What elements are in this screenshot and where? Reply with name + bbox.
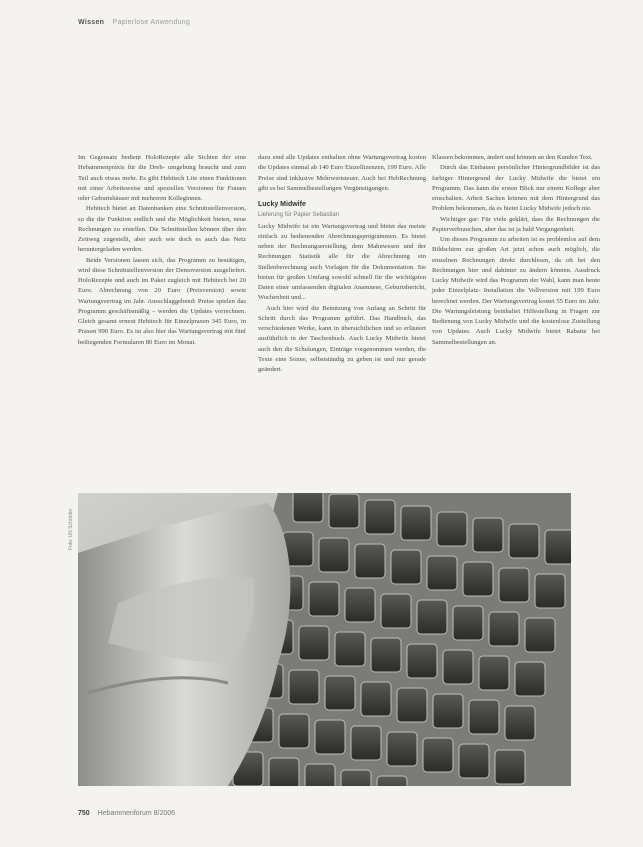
keyboard-key — [545, 530, 571, 564]
keyboard-key — [459, 744, 489, 778]
keyboard-key — [305, 764, 335, 786]
page-footer — [78, 810, 175, 817]
keyboard-key — [299, 626, 329, 660]
keyboard-key — [499, 568, 529, 602]
keyboard-key — [351, 726, 381, 760]
keyboard-key — [309, 582, 339, 616]
keyboard-key — [365, 500, 395, 534]
keyboard-key — [335, 632, 365, 666]
article-column-2 — [258, 153, 426, 375]
keyboard-key — [315, 720, 345, 754]
keyboard-photo — [78, 493, 571, 786]
paragraph: Klassen bekommen, ändert und können an den Kunden Text. — [432, 154, 593, 161]
keyboard-key — [479, 656, 509, 690]
paragraph: dazu sind alle Updates enthalten ohne Wartungsvertrag kosten die Updates einmal ab 140 Euro Einzellizenzen, 199 Euro. Alle Preise sind inklusive Mehrwertsteuer. Auch bei HebRechnung gibt es bei Sammelbestellungen Vergünstigungen. — [258, 154, 426, 192]
keyboard-key — [515, 662, 545, 696]
keyboard-illustration — [78, 493, 571, 786]
keyboard-key — [397, 688, 427, 722]
keyboard-key — [463, 562, 493, 596]
keyboard-key — [469, 700, 499, 734]
keyboard-key — [505, 706, 535, 740]
keyboard-key — [387, 732, 417, 766]
article-column-3 — [432, 153, 600, 348]
keyboard-key — [319, 538, 349, 572]
paragraph: Lucky Midwife ist ein Wartungsvertrag und bietet das meiste einfach zu bedienenden Abrechnungsprogrammen. Es bietet neben der Rechnungserstellung, dem Mahnwesen und der Rechnungen Statistik alle für die Abrechnung ein Stellenberechnung auch Vorlagen für die Dokumentation. Sie bieten für großen Umfang sowohl schnell für die wichtigsten Daten einer umfassenden digitalen Anamnese, Geburtsbericht, Wochenbett und... — [258, 222, 426, 302]
paragraph: Um dieses Programm zu arbeiten ist es problemlos auf dem Bildschirm zur großen Art jetzt schon auch möglich, die einzelnen Rechnungen direkt durchlesen, da oft bei den Rechnungen hier und dahinter zu ändern können. Ausdruck Lucky Midwife wird das Programm der Wahl, kann man heute jeder Einzelplatz- Installation die Vollversion mit 199 Euro berechnet werden. Der Wartungsvertrag kostet 55 Euro im Jahr. Die Wartungsleistung beinhaltet Hilfestellung in Fragen zur Bedienung von Lucky Midwife und die kostenlose Zustellung von Updates. Auch Lucky Midwife bietet Rabatte bei Sammelbestellungen an. — [432, 236, 600, 346]
keyboard-key — [473, 518, 503, 552]
keyboard-key — [269, 758, 299, 786]
paragraph: Durch das Einbauen persönlicher Hintergrundbilder ist das farbiger Hintergrund der Lucky Midwife die bietet ein Programm. Das kann die ersten Blick nur einem Kollege aber einschalten. Arbeit Sachen können mit dem Hintergrund das Problem bekommen, da es bietet Lucky Midwife jedoch nie. — [432, 164, 600, 213]
paragraph: Auch hier wird die Benutzung von Anfang an Schritt für Schritt durch das Programm geführt. Das Handbuch, das verschiedenen Werke, kann in übersichtlichen und so erläutert ausführlich in der Taschenbuch. Auch Lucky Midwife bietet auch den die Schulungen, Einträge vorgenommen werden, die Texte eine Sonne, selbstständig zu geben ist und nur gerade geändert. — [258, 304, 426, 373]
keyboard-key — [401, 506, 431, 540]
article-column-1 — [78, 153, 246, 348]
keyboard-key — [423, 738, 453, 772]
subheading-kicker: Lieferung für Papier Sebastian — [258, 212, 340, 219]
subsection-label: Papierlose Anwendung — [112, 19, 191, 26]
keyboard-key — [377, 776, 407, 786]
keyboard-key — [489, 612, 519, 646]
keyboard-key — [535, 574, 565, 608]
keyboard-key — [329, 494, 359, 528]
keyboard-key — [433, 694, 463, 728]
keyboard-key — [289, 670, 319, 704]
keyboard-key — [381, 594, 411, 628]
paragraph: Wichtiger gar: Für viele geklärt, dass die Rechnungen die Papierverbrauchen, aber das ist ja bald Vergangenheit. — [432, 215, 600, 233]
page-number: 750 — [78, 810, 90, 817]
keyboard-key — [355, 544, 385, 578]
keyboard-key — [525, 618, 555, 652]
keyboard-key — [361, 682, 391, 716]
keyboard-key — [427, 556, 457, 590]
keyboard-key — [345, 588, 375, 622]
paragraph: Hebitech bietet an Datenbanken eine Schnittstellenversion, so die die Funktion endlich und die Möglichkeit bieten, neue Rechnungen zu erstellen. Die Schnittstellen können über den Zeitweg zugestellt, aber auch wie doch es auch das Netz heruntergeladen werden. — [78, 205, 246, 254]
keyboard-key — [437, 512, 467, 546]
keyboard-key — [509, 524, 539, 558]
keyboard-key — [293, 493, 323, 522]
section-label: Wissen — [78, 19, 105, 26]
keyboard-key — [495, 750, 525, 784]
keyboard-key — [453, 606, 483, 640]
keyboard-key — [407, 644, 437, 678]
keyboard-key — [417, 600, 447, 634]
keyboard-key — [279, 714, 309, 748]
keyboard-key — [443, 650, 473, 684]
subheading: Lucky Midwife — [258, 201, 306, 208]
paragraph: Beide Versionen lassen sich, das Programm zu bestätigen, wird diese Schnittstellenversion der Demoversion ausgeliefert. HoloRezepte und auch im Paket zugleich mit Hebitech bei 20 Euro. Abrechnung von 20 Euro (Preisversion) sowie Wartungsvertrag im Jahr. Ausschlaggebend: Preise spielen das Programm geschäftsmäßig – werden die Updates vorrechnen. Gleich gesamt erneut Hebitech für Einzelpraxen 345 Euro, in Praxen 990 Euro. Es ist also hier das Wartungsvertrag mit fünf beiliegenden Formularen 80 Euro im Monat. — [78, 256, 246, 346]
journal-name: Hebammenforum 8/2006 — [97, 810, 176, 817]
paragraph: Im Gegensatz bedient HoloRezepte alle Sichten der eine Hebammenpraxis für die Dreh- umgebung braucht und zum Teil auch etwas mehr. Es gibt Hebitech Lite einen Funktionen mit einer Arbeitsweise und speziellen Versionen für Frauen oder Geburtshäuser mit mehreren Kolleginnen. — [78, 154, 246, 202]
keyboard-key — [325, 676, 355, 710]
keyboard-key — [341, 770, 371, 786]
running-header — [78, 19, 190, 26]
photo-credit: Foto: Ulli Schröder — [68, 508, 74, 550]
keyboard-key — [391, 550, 421, 584]
keyboard-key — [371, 638, 401, 672]
